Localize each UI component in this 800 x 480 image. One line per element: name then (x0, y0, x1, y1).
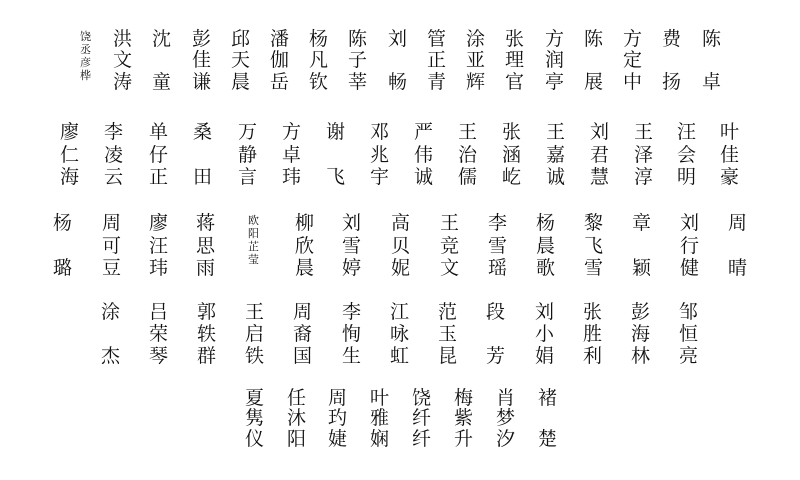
name-char: 梦 (496, 407, 516, 429)
name-char: 隽 (245, 407, 265, 429)
name-char: 周 (328, 387, 348, 409)
name-char: 仁 (60, 144, 80, 166)
roster-row-4 (0, 303, 800, 383)
name-char: 纤 (412, 407, 432, 429)
name-char: 理 (505, 49, 525, 71)
name-char: 王 (458, 121, 478, 143)
name-char: 畅 (388, 71, 408, 93)
name-char: 紫 (454, 407, 474, 429)
name-char: 饶 (80, 30, 91, 43)
name-char (80, 30, 110, 82)
name-char: 欣 (295, 235, 315, 257)
name-char: 豪 (720, 166, 740, 188)
name-char: 雪 (342, 235, 362, 257)
name-char: 辉 (466, 71, 486, 93)
name-char: 饶 (412, 387, 432, 409)
name-char: 彦 (80, 56, 91, 69)
name-char: 欧 (248, 214, 259, 227)
name-char: 夏 (245, 387, 265, 409)
name-char: 兆 (370, 144, 390, 166)
name-char: 利 (583, 345, 603, 367)
name-char: 展 (584, 71, 604, 93)
name-char: 彭 (631, 301, 651, 323)
name-char: 晨 (295, 257, 315, 279)
name-char: 仔 (149, 144, 169, 166)
name-char: 正 (427, 49, 447, 71)
name-char: 邓 (370, 121, 390, 143)
name-char: 廖 (149, 212, 169, 234)
name-char: 亭 (545, 71, 565, 93)
name-char: 文 (440, 257, 460, 279)
name-char: 润 (545, 49, 565, 71)
name-char: 屹 (502, 166, 522, 188)
name-char: 虹 (390, 345, 410, 367)
name-char: 会 (677, 144, 697, 166)
name-char: 琴 (149, 345, 169, 367)
name-char: 周 (102, 212, 122, 234)
name-char: 桦 (80, 69, 91, 82)
name-char: 瑶 (488, 257, 508, 279)
name-char: 玮 (282, 166, 302, 188)
name-char: 君 (590, 144, 610, 166)
name-char: 范 (438, 301, 458, 323)
name-char: 王 (440, 212, 460, 234)
name-char: 启 (245, 323, 265, 345)
name-char: 诚 (546, 166, 566, 188)
name-char: 歌 (536, 257, 556, 279)
name-char: 裔 (293, 323, 313, 345)
name-char: 淳 (634, 166, 654, 188)
name-char: 段 (486, 301, 506, 323)
name-char: 嘉 (546, 144, 566, 166)
roster-row-5 (0, 389, 800, 469)
name-char: 周 (728, 212, 748, 234)
name-char: 李 (342, 301, 362, 323)
name-char: 李 (104, 121, 124, 143)
name-char: 吕 (149, 301, 169, 323)
name-char: 婷 (342, 257, 362, 279)
name-char: 仪 (245, 428, 265, 450)
name-char: 言 (238, 166, 258, 188)
name-char: 国 (293, 345, 313, 367)
name-char: 童 (152, 71, 172, 93)
roster-row-3 (0, 214, 800, 294)
name-char: 儒 (458, 166, 478, 188)
name-char: 璐 (53, 257, 73, 279)
name-char: 佳 (720, 144, 740, 166)
name-char: 刘 (388, 28, 408, 50)
name-char: 晴 (728, 257, 748, 279)
name-char: 可 (102, 235, 122, 257)
name-char: 正 (149, 166, 169, 188)
name-char: 玮 (149, 257, 169, 279)
name-char: 桑 (193, 121, 213, 143)
name-char: 任 (287, 387, 307, 409)
name-char: 行 (680, 235, 700, 257)
name-char: 昆 (438, 345, 458, 367)
name-char: 胜 (583, 323, 603, 345)
name-char: 竞 (440, 235, 460, 257)
name-char: 管 (427, 28, 447, 50)
name-char: 娴 (370, 428, 390, 450)
name-char: 刘 (342, 212, 362, 234)
name-char: 谦 (192, 71, 212, 93)
name-char: 慧 (590, 166, 610, 188)
name-char: 玓 (328, 407, 348, 429)
name-char: 海 (631, 323, 651, 345)
name-char: 治 (458, 144, 478, 166)
name-char: 章 (632, 212, 652, 234)
name-char: 杰 (101, 345, 121, 367)
name-char: 沈 (152, 28, 172, 50)
name-char: 阳 (287, 428, 307, 450)
name-char: 方 (282, 121, 302, 143)
name-char: 涛 (113, 71, 133, 93)
name-char: 郭 (197, 301, 217, 323)
name-char: 张 (502, 121, 522, 143)
name-char: 王 (634, 121, 654, 143)
name-char: 洪 (113, 28, 133, 50)
name-char: 伟 (414, 144, 434, 166)
name-char: 刘 (680, 212, 700, 234)
name-char (248, 214, 278, 266)
name-char: 雅 (370, 407, 390, 429)
name-char: 天 (231, 49, 251, 71)
name-char: 岳 (270, 71, 290, 93)
name-char: 恂 (342, 323, 362, 345)
name-char: 海 (60, 166, 80, 188)
name-char: 云 (104, 166, 124, 188)
name-char: 张 (505, 28, 525, 50)
name-char: 生 (342, 345, 362, 367)
name-char: 方 (545, 28, 565, 50)
name-char: 青 (427, 71, 447, 93)
name-char: 杨 (536, 212, 556, 234)
name-char: 肖 (496, 387, 516, 409)
name-char: 方 (623, 28, 643, 50)
name-char: 妮 (391, 257, 411, 279)
name-char: 婕 (328, 428, 348, 450)
name-char: 定 (623, 49, 643, 71)
name-char: 刘 (535, 301, 555, 323)
name-char: 潘 (270, 28, 290, 50)
name-char: 万 (238, 121, 258, 143)
name-char: 单 (149, 121, 169, 143)
name-char: 杨 (53, 212, 73, 234)
name-char: 蒋 (196, 212, 216, 234)
name-char: 彭 (192, 28, 212, 50)
name-char: 文 (113, 49, 133, 71)
name-char: 刘 (590, 121, 610, 143)
name-char: 荣 (149, 323, 169, 345)
name-char: 轶 (197, 323, 217, 345)
name-char: 群 (197, 345, 217, 367)
name-char: 汐 (496, 428, 516, 450)
name-char: 江 (390, 301, 410, 323)
name-char: 林 (631, 345, 651, 367)
name-char: 亮 (679, 345, 699, 367)
name-char: 凌 (104, 144, 124, 166)
name-char: 邹 (679, 301, 699, 323)
name-char: 雨 (196, 257, 216, 279)
name-char: 涂 (466, 28, 486, 50)
name-char: 佳 (192, 49, 212, 71)
roster-row-1 (0, 30, 800, 110)
name-char: 丞 (80, 43, 91, 56)
name-char: 诚 (414, 166, 434, 188)
name-char: 杨 (309, 28, 329, 50)
name-char: 晨 (231, 71, 251, 93)
name-char: 张 (583, 301, 603, 323)
name-char: 黎 (584, 212, 604, 234)
name-char: 芷 (248, 240, 259, 253)
name-char: 田 (193, 166, 213, 188)
name-char: 宇 (370, 166, 390, 188)
name-char: 扬 (662, 71, 682, 93)
name-char: 周 (293, 301, 313, 323)
name-char: 官 (505, 71, 525, 93)
name-char: 芳 (486, 345, 506, 367)
name-char: 中 (623, 71, 643, 93)
name-char: 纤 (412, 428, 432, 450)
name-char: 王 (245, 301, 265, 323)
name-char: 莹 (248, 253, 259, 266)
name-char: 凡 (309, 49, 329, 71)
name-char: 沐 (287, 407, 307, 429)
name-char: 娟 (535, 345, 555, 367)
name-char: 玉 (438, 323, 458, 345)
name-char: 静 (238, 144, 258, 166)
name-char: 李 (488, 212, 508, 234)
name-char: 钦 (309, 71, 329, 93)
name-char: 陈 (348, 28, 368, 50)
name-char: 陈 (702, 28, 722, 50)
name-char: 柳 (295, 212, 315, 234)
name-char: 升 (454, 428, 474, 450)
name-char: 雪 (584, 257, 604, 279)
name-char: 阳 (248, 227, 259, 240)
name-char: 邱 (231, 28, 251, 50)
name-char: 涂 (101, 301, 121, 323)
name-char: 颖 (632, 257, 652, 279)
name-char: 卓 (702, 71, 722, 93)
name-char: 费 (662, 28, 682, 50)
name-char: 严 (414, 121, 434, 143)
name-char: 贝 (391, 235, 411, 257)
name-char: 明 (677, 166, 697, 188)
name-char: 陈 (584, 28, 604, 50)
name-char: 健 (680, 257, 700, 279)
name-char: 楚 (538, 428, 558, 450)
name-char: 豆 (102, 257, 122, 279)
name-char: 高 (391, 212, 411, 234)
roster-row-2 (0, 123, 800, 203)
name-char: 亚 (466, 49, 486, 71)
name-char: 叶 (370, 387, 390, 409)
name-char: 飞 (584, 235, 604, 257)
name-char: 咏 (390, 323, 410, 345)
name-char: 汪 (677, 121, 697, 143)
name-char: 铁 (245, 345, 265, 367)
name-char: 雪 (488, 235, 508, 257)
name-char: 王 (546, 121, 566, 143)
name-char: 莘 (348, 71, 368, 93)
name-char: 谢 (326, 121, 346, 143)
name-char: 思 (196, 235, 216, 257)
name-char: 廖 (60, 121, 80, 143)
name-char: 卓 (282, 144, 302, 166)
name-char: 叶 (720, 121, 740, 143)
name-char: 飞 (326, 166, 346, 188)
name-char: 恒 (679, 323, 699, 345)
name-char: 梅 (454, 387, 474, 409)
name-char: 褚 (538, 387, 558, 409)
name-char: 伽 (270, 49, 290, 71)
name-char: 泽 (634, 144, 654, 166)
name-char: 晨 (536, 235, 556, 257)
name-char: 汪 (149, 235, 169, 257)
name-char: 小 (535, 323, 555, 345)
name-char: 涵 (502, 144, 522, 166)
name-char: 子 (348, 49, 368, 71)
